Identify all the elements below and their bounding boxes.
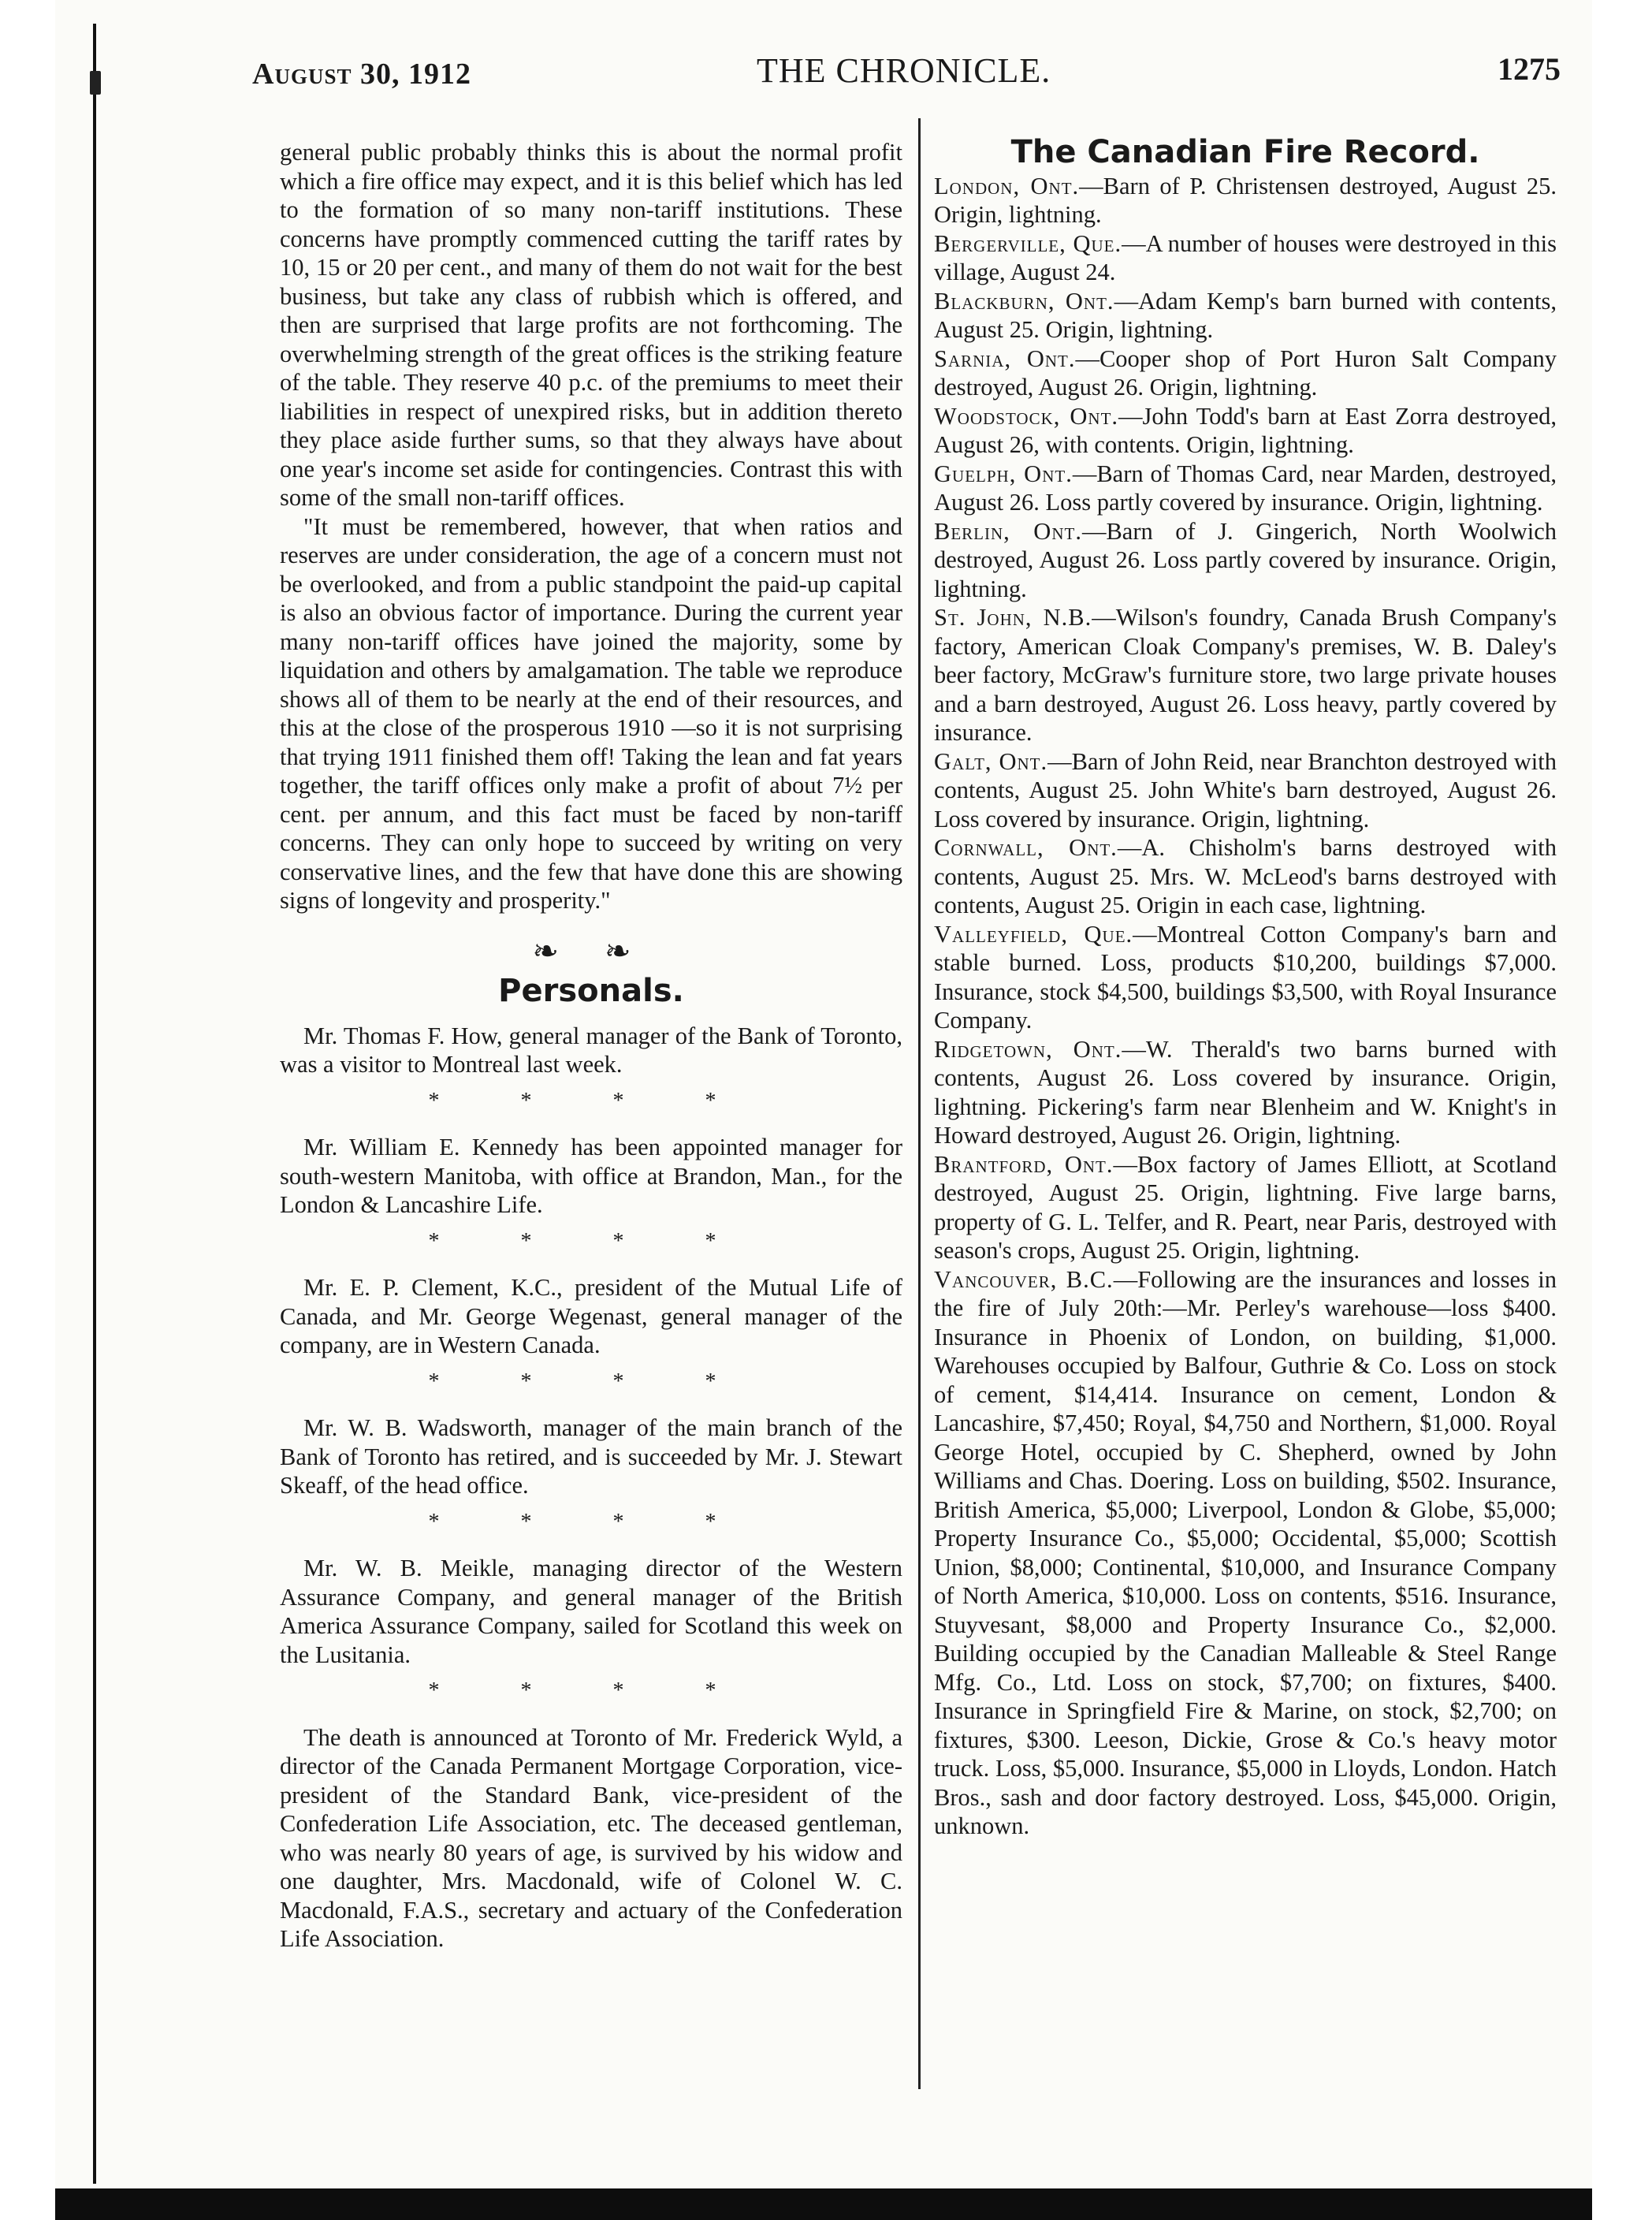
fire-entry [934,172,1557,229]
publication-title: THE CHRONICLE. [757,51,1051,90]
personal-item: Mr. E. P. Clement, K.C., president of the Mutual Life of Canada, and Mr. George Wegenast, general manager of the company, are in Western Canada. [280,1274,902,1358]
fire-entry-place: Brantford, Ont. [934,1150,1114,1178]
binding-mark [90,71,101,95]
right-column [934,134,1557,1841]
fire-entry-text: —Barn of John Reid, near Branchton destroyed with contents, August 25. John White's barn destroyed, August 26. Loss covered by insurance. Origin, lightning. [934,747,1557,832]
fire-entry-text: —W. Therald's two barns burned with contents, August 26. Loss covered by insurance. Origin, lightning. Pickering's farm near Blenheim and W. Knight's in Howard destroyed, August 26. Origin, lightning. [934,1035,1557,1149]
fire-entry-place: Sarnia, Ont. [934,345,1076,372]
fire-entry-text: —Cooper shop of Port Huron Salt Company destroyed, August 26. Origin, lightning. [934,345,1557,400]
separator: * * * * [428,1228,754,1253]
fire-entry [934,287,1557,345]
fire-entry-place: Guelph, Ont. [934,460,1073,487]
personal-item: Mr. W. B. Meikle, managing director of the Western Assurance Company, and general manager of the British America Assurance Company, sailed for Scotland this week on the Lusitania. [280,1555,902,1668]
left-column [280,138,902,1954]
page-header [252,50,1561,98]
fire-entry [934,747,1557,834]
fire-entry [934,833,1557,920]
fire-entry-place: London, Ont. [934,172,1080,199]
personal-item: Mr. Thomas F. How, general manager of the Bank of Toronto, was a visitor to Montreal last week. [280,1022,902,1078]
page-number: 1275 [1498,51,1561,87]
separator: * * * * [428,1369,754,1394]
fire-entry [934,920,1557,1035]
separator: * * * * [428,1678,754,1703]
personal-item: The death is announced at Toronto of Mr. Frederick Wyld, a director of the Canada Permanent Mortgage Corporation, vice-president of the Standard Bank, vice-president of the Confederation Life Association, etc. The deceased gentleman, who was nearly 80 years of age, is survived by his widow and one daughter, Mrs. Macdonald, wife of Colonel W. C. Macdonald, F.A.S., secretary and actuary of the Confederation Life Association. [280,1723,902,1952]
fire-entry [934,1035,1557,1150]
quote-paragraph: general public probably thinks this is about the normal profit which a fire office may expect, and it is this belief which has led to the formation of so many non-tariff institutions. These concerns have promptly commenced cutting the tariff rates by 10, 15 or 20 per cent., and many of them do not wait for the best business, but take any class of rubbish which is offered, and then are surprised that large profits are not forthcoming. The overwhelming strength of the great offices is the striking feature of the table. They reserve 40 p.c. of the premiums to meet their liabilities in respect of unexpired risks, but in addition thereto they place aside further sums, so that they always have about one year's income set aside for contingencies. Contrast this with some of the small non-tariff offices. [280,139,902,511]
fire-entry-place: Cornwall, Ont. [934,834,1118,861]
fire-entry-text: —Box factory of James Elliott, at Scotland destroyed, August 25. Origin, lightning. Five large barns, property of G. L. Telfer, and R. Peart, near Paris, destroyed with season's crops, August 25. Origin, lightning. [934,1150,1557,1264]
fire-entry [934,402,1557,460]
fire-entry-text: —A. Chisholm's barns destroyed with contents, August 25. Mrs. W. McLeod's barns destroyed with contents, August 25. Origin in each case, lightning. [934,834,1557,918]
section-ornament: ❧ ❧ [532,933,650,969]
fire-entry-text: —John Todd's barn at East Zorra destroyed, August 26, with contents. Origin, lightning. [934,402,1557,458]
fire-entry-place: St. John, N.B. [934,604,1092,631]
fire-entry-place: Galt, Ont. [934,747,1048,775]
fire-entry-place: Blackburn, Ont. [934,287,1114,315]
binding-edge [93,24,96,2184]
fire-entry [934,460,1557,517]
fire-entry-text: —Wilson's foundry, Canada Brush Company's factory, American Cloak Company's premises, W. B. Daley's beer factory, McGraw's furniture store, two large private houses and a barn destroyed, August 26. Loss heavy, partly covered by insurance. [934,604,1557,746]
fire-entry [934,229,1557,287]
fire-record-list [934,172,1557,1841]
fire-entry-place: Woodstock, Ont. [934,402,1119,430]
fire-entry-place: Ridgetown, Ont. [934,1035,1122,1063]
fire-entry [934,517,1557,604]
fire-entry-text: —Following are the insurances and losses in the fire of July 20th:—Mr. Perley's warehouse—loss $400. Insurance in Phoenix of London, on building, $1,000. Warehouses occupied by Balfour, Guthrie & Co. Loss on stock of cement, $14,414. Insurance on cement, London & Lancashire, $7,450; Royal, $4,750 and Northern, $1,000. Royal George Hotel, occupied by C. Shepherd, owned by John Williams and Chas. Doering. Loss on building, $502. Insurance, British America, $5,000; Liverpool, London & Globe, $5,000; Property Insurance Co., $5,000; Occidental, $5,000; Scottish Union, $8,000; Continental, $10,000, and Insurance Company of North America, $10,000. Loss on contents, $516. Insurance, Stuyvesant, $8,000 and Property Insurance Co., $2,000. Building occupied by the Canadian Malleable & Steel Range Mfg. Co., Ltd. Loss on stock, $7,700; on fixtures, $400. Insurance in Springfield Fire & Marine, on stock, $2,700; on fixtures, $300. Leeson, Dickie, Grose & Co.'s heavy motor truck. Loss, $5,000. Insurance, $5,000 in Lloyds, London. Hatch Bros., sash and door factory destroyed. Loss, $45,000. Origin, unknown. [934,1265,1557,1839]
column-rule [918,118,921,2089]
fire-entry-place: Vancouver, B.C. [934,1265,1114,1293]
fire-entry-text: —Montreal Cotton Company's barn and stable burned. Loss, products $10,200, buildings $7,000. Insurance, stock $4,500, buildings $3,500, with Royal Insurance Company. [934,920,1557,1034]
fire-entry [934,1265,1557,1841]
fire-entry [934,1150,1557,1265]
newspaper-page [55,0,1592,2220]
fire-entry-text: —A number of houses were destroyed in this village, August 24. [934,229,1557,285]
fire-entry-text: —Adam Kemp's barn burned with contents, August 25. Origin, lightning. [934,287,1557,343]
personal-item: Mr. W. B. Wadsworth, manager of the main branch of the Bank of Toronto has retired, and is succeeded by Mr. J. Stewart Skeaff, of the head office. [280,1414,902,1499]
fire-entry-text: —Barn of J. Gingerich, North Woolwich destroyed, August 26. Loss partly covered by insurance. Origin, lightning. [934,517,1557,602]
fire-entry-place: Valleyfield, Que. [934,920,1133,948]
fire-entry-place: Bergerville, Que. [934,229,1122,257]
fire-record-heading: The Canadian Fire Record. [1010,134,1480,170]
personal-item: Mr. William E. Kennedy has been appointed manager for south-western Manitoba, with office at Brandon, Man., for the London & Lancashire Life. [280,1134,902,1218]
personals-heading: Personals. [498,973,684,1009]
scan-bottom-edge [55,2188,1592,2220]
fire-entry-place: Berlin, Ont. [934,517,1082,545]
separator: * * * * [428,1088,754,1113]
fire-entry-text: —Barn of P. Christensen destroyed, August 25. Origin, lightning. [934,172,1557,228]
issue-date: August 30, 1912 [252,58,471,91]
quote-paragraph: "It must be remembered, however, that when ratios and reserves are under consideration, the age of a concern must not be overlooked, and from a public standpoint the paid-up capital is also an obvious factor of importance. During the current year many non-tariff offices have joined the majority, some by liquidation and others by amalgamation. The table we reproduce shows all of them to be nearly at the end of their resources, and this at the close of the prosperous 1910 —so it is not surprising that trying 1911 finished them off! Taking the lean and fat years together, the tariff offices only make a profit of about 7½ per cent. per annum, and this fact must be faced by non-tariff concerns. They can only hope to succeed by writing on very conservative lines, and the few that have done this are showing signs of longevity and prosperity." [280,512,902,914]
fire-entry-text: —Barn of Thomas Card, near Marden, destroyed, August 26. Loss partly covered by insurance. Origin, lightning. [934,460,1557,516]
fire-entry [934,603,1557,747]
separator: * * * * [428,1509,754,1534]
fire-entry [934,345,1557,402]
